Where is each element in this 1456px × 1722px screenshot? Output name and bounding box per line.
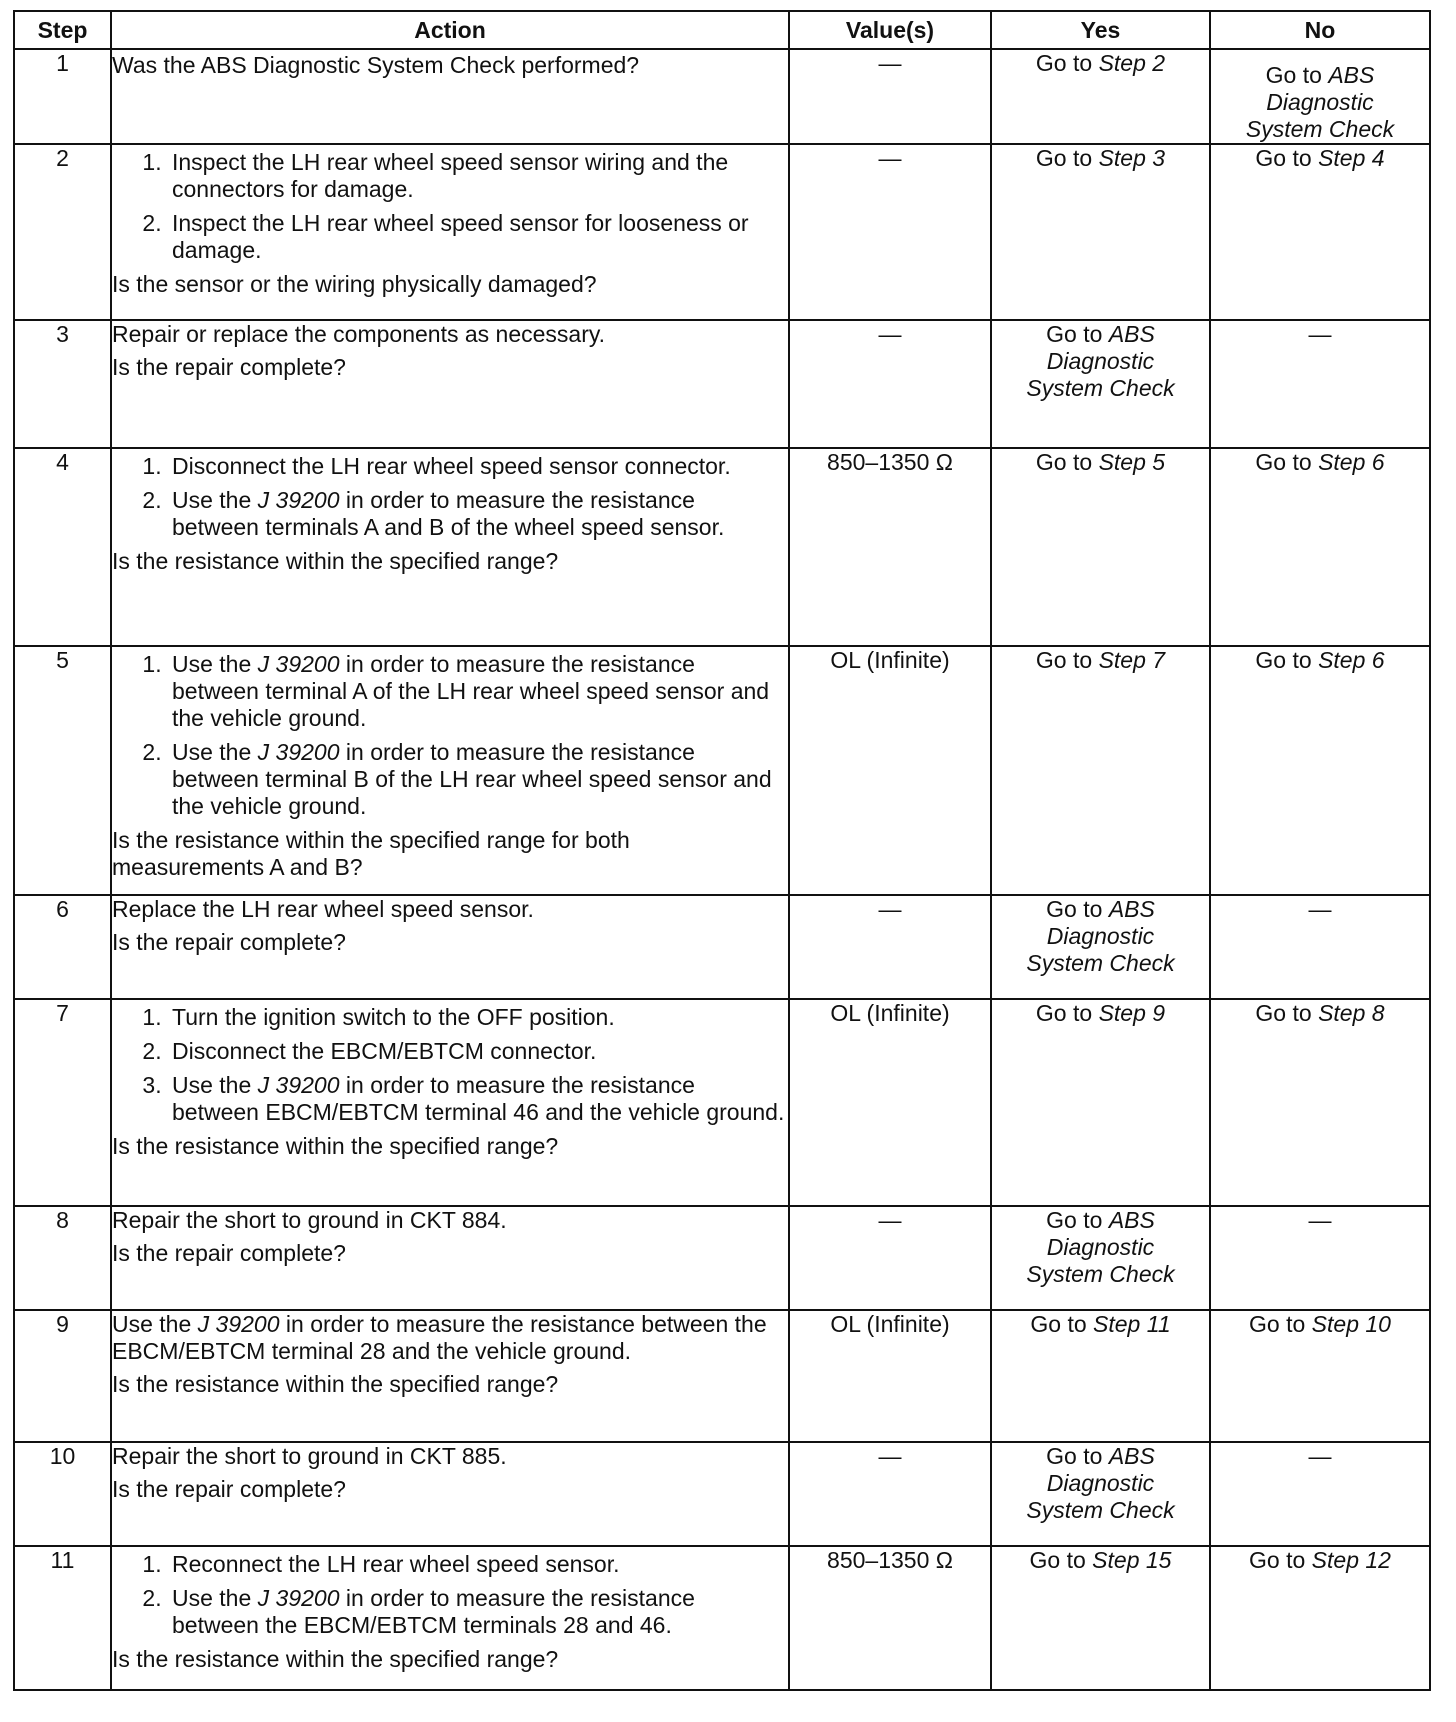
step-number: 9 bbox=[14, 1310, 111, 1442]
tool-ref: J 39200 bbox=[257, 487, 340, 513]
action-cell bbox=[111, 1206, 789, 1310]
action-cell bbox=[111, 448, 789, 646]
action-question: Is the resistance within the specified range? bbox=[112, 1646, 559, 1672]
tool-ref: J 39200 bbox=[257, 1585, 340, 1611]
action-text: Repair the short to ground in CKT 884. bbox=[112, 1207, 507, 1233]
action-item: 2. Use the J 39200 in order to measure the resistance between the EBCM/EBTCM terminals 28 and 46. bbox=[168, 1585, 788, 1639]
value-cell: — bbox=[789, 1206, 991, 1310]
action-question: Is the resistance within the specified range? bbox=[112, 548, 559, 574]
step-number: 11 bbox=[14, 1546, 111, 1690]
header-no: No bbox=[1210, 11, 1430, 49]
action-cell bbox=[111, 895, 789, 999]
action-text: Repair the short to ground in CKT 885. bbox=[112, 1443, 507, 1469]
table-row bbox=[14, 320, 1430, 448]
action-item: 2. Use the J 39200 in order to measure the resistance between terminal B of the LH rear wheel speed sensor and the vehicle ground. bbox=[168, 739, 788, 820]
no-cell: — bbox=[1210, 1206, 1430, 1310]
action-cell bbox=[111, 1546, 789, 1690]
step-number: 2 bbox=[14, 144, 111, 320]
table-row bbox=[14, 1206, 1430, 1310]
action-question: Is the resistance within the specified range for both measurements A and B? bbox=[112, 827, 630, 880]
action-cell bbox=[111, 1310, 789, 1442]
value-cell: — bbox=[789, 320, 991, 448]
action-cell bbox=[111, 999, 789, 1206]
table-row bbox=[14, 448, 1430, 646]
action-question: Is the repair complete? bbox=[112, 1476, 346, 1502]
yes-cell: Go to ABS Diagnostic System Check bbox=[991, 1206, 1210, 1310]
value-cell: OL (Infinite) bbox=[789, 646, 991, 895]
value-cell: 850–1350 Ω bbox=[789, 1546, 991, 1690]
tool-ref: J 39200 bbox=[257, 651, 340, 677]
header-action: Action bbox=[111, 11, 789, 49]
yes-cell: Go to Step 11 bbox=[991, 1310, 1210, 1442]
action-item: 1. Disconnect the LH rear wheel speed sensor connector. bbox=[168, 453, 788, 480]
no-cell: Go to ABS Diagnostic System Check bbox=[1210, 49, 1430, 144]
action-item: 2. Use the J 39200 in order to measure the resistance between terminals A and B of the wheel speed sensor. bbox=[168, 487, 788, 541]
no-cell: — bbox=[1210, 895, 1430, 999]
table-row bbox=[14, 49, 1430, 144]
yes-cell: Go to Step 3 bbox=[991, 144, 1210, 320]
step-number: 7 bbox=[14, 999, 111, 1206]
value-cell: — bbox=[789, 49, 991, 144]
yes-cell: Go to ABS Diagnostic System Check bbox=[991, 320, 1210, 448]
tool-ref: J 39200 bbox=[257, 739, 340, 765]
step-number: 6 bbox=[14, 895, 111, 999]
action-cell bbox=[111, 646, 789, 895]
action-item: 1. Inspect the LH rear wheel speed sensor wiring and the connectors for damage. bbox=[168, 149, 788, 203]
table-row bbox=[14, 1310, 1430, 1442]
step-number: 1 bbox=[14, 49, 111, 144]
action-text: Use the J 39200 in order to measure the resistance between the EBCM/EBTCM terminal 28 and the vehicle ground. bbox=[112, 1311, 767, 1364]
action-question: Is the repair complete? bbox=[112, 1240, 346, 1266]
yes-cell: Go to ABS Diagnostic System Check bbox=[991, 895, 1210, 999]
table-row bbox=[14, 144, 1430, 320]
table-row bbox=[14, 1442, 1430, 1546]
action-text: Replace the LH rear wheel speed sensor. bbox=[112, 896, 534, 922]
action-question: Was the ABS Diagnostic System Check performed? bbox=[112, 52, 640, 78]
table-row bbox=[14, 999, 1430, 1206]
action-item: 1. Reconnect the LH rear wheel speed sensor. bbox=[168, 1551, 788, 1578]
yes-cell: Go to Step 7 bbox=[991, 646, 1210, 895]
header-yes: Yes bbox=[991, 11, 1210, 49]
table-row bbox=[14, 895, 1430, 999]
no-cell: — bbox=[1210, 1442, 1430, 1546]
yes-step-ref: Step 2 bbox=[1098, 50, 1166, 76]
diagnostic-table bbox=[13, 10, 1431, 1691]
no-cell: Go to Step 4 bbox=[1210, 144, 1430, 320]
table-row bbox=[14, 1546, 1430, 1690]
action-question: Is the sensor or the wiring physically damaged? bbox=[112, 271, 597, 297]
action-question: Is the repair complete? bbox=[112, 929, 346, 955]
action-question: Is the repair complete? bbox=[112, 354, 346, 380]
yes-cell: Go to Step 15 bbox=[991, 1546, 1210, 1690]
value-cell: — bbox=[789, 895, 991, 999]
action-item: 3. Use the J 39200 in order to measure the resistance between EBCM/EBTCM terminal 46 and the vehicle ground. bbox=[168, 1072, 788, 1126]
action-item: 2. Disconnect the EBCM/EBTCM connector. bbox=[168, 1038, 788, 1065]
header-values: Value(s) bbox=[789, 11, 991, 49]
step-number: 5 bbox=[14, 646, 111, 895]
action-cell bbox=[111, 1442, 789, 1546]
action-item: 2. Inspect the LH rear wheel speed sensor for looseness or damage. bbox=[168, 210, 788, 264]
action-cell bbox=[111, 320, 789, 448]
tool-ref: J 39200 bbox=[197, 1311, 280, 1337]
no-cell: Go to Step 8 bbox=[1210, 999, 1430, 1206]
header-row bbox=[14, 11, 1430, 49]
action-cell bbox=[111, 144, 789, 320]
no-cell: Go to Step 12 bbox=[1210, 1546, 1430, 1690]
header-step: Step bbox=[14, 11, 111, 49]
no-cell: Go to Step 10 bbox=[1210, 1310, 1430, 1442]
table-row bbox=[14, 646, 1430, 895]
value-cell: — bbox=[789, 144, 991, 320]
step-number: 8 bbox=[14, 1206, 111, 1310]
action-cell bbox=[111, 49, 789, 144]
value-cell: — bbox=[789, 1442, 991, 1546]
yes-cell: Go to ABS Diagnostic System Check bbox=[991, 1442, 1210, 1546]
action-question: Is the resistance within the specified range? bbox=[112, 1133, 559, 1159]
yes-cell: Go to Step 2 bbox=[991, 49, 1210, 144]
action-item: 1. Turn the ignition switch to the OFF position. bbox=[168, 1004, 788, 1031]
yes-cell: Go to Step 9 bbox=[991, 999, 1210, 1206]
action-question: Is the resistance within the specified range? bbox=[112, 1371, 559, 1397]
step-number: 10 bbox=[14, 1442, 111, 1546]
tool-ref: J 39200 bbox=[257, 1072, 340, 1098]
action-item: 1. Use the J 39200 in order to measure the resistance between terminal A of the LH rear wheel speed sensor and the vehicle ground. bbox=[168, 651, 788, 732]
value-cell: 850–1350 Ω bbox=[789, 448, 991, 646]
action-text: Repair or replace the components as necessary. bbox=[112, 321, 606, 347]
no-cell: Go to Step 6 bbox=[1210, 448, 1430, 646]
yes-cell: Go to Step 5 bbox=[991, 448, 1210, 646]
step-number: 3 bbox=[14, 320, 111, 448]
step-number: 4 bbox=[14, 448, 111, 646]
no-cell: — bbox=[1210, 320, 1430, 448]
value-cell: OL (Infinite) bbox=[789, 1310, 991, 1442]
value-cell: OL (Infinite) bbox=[789, 999, 991, 1206]
no-cell: Go to Step 6 bbox=[1210, 646, 1430, 895]
